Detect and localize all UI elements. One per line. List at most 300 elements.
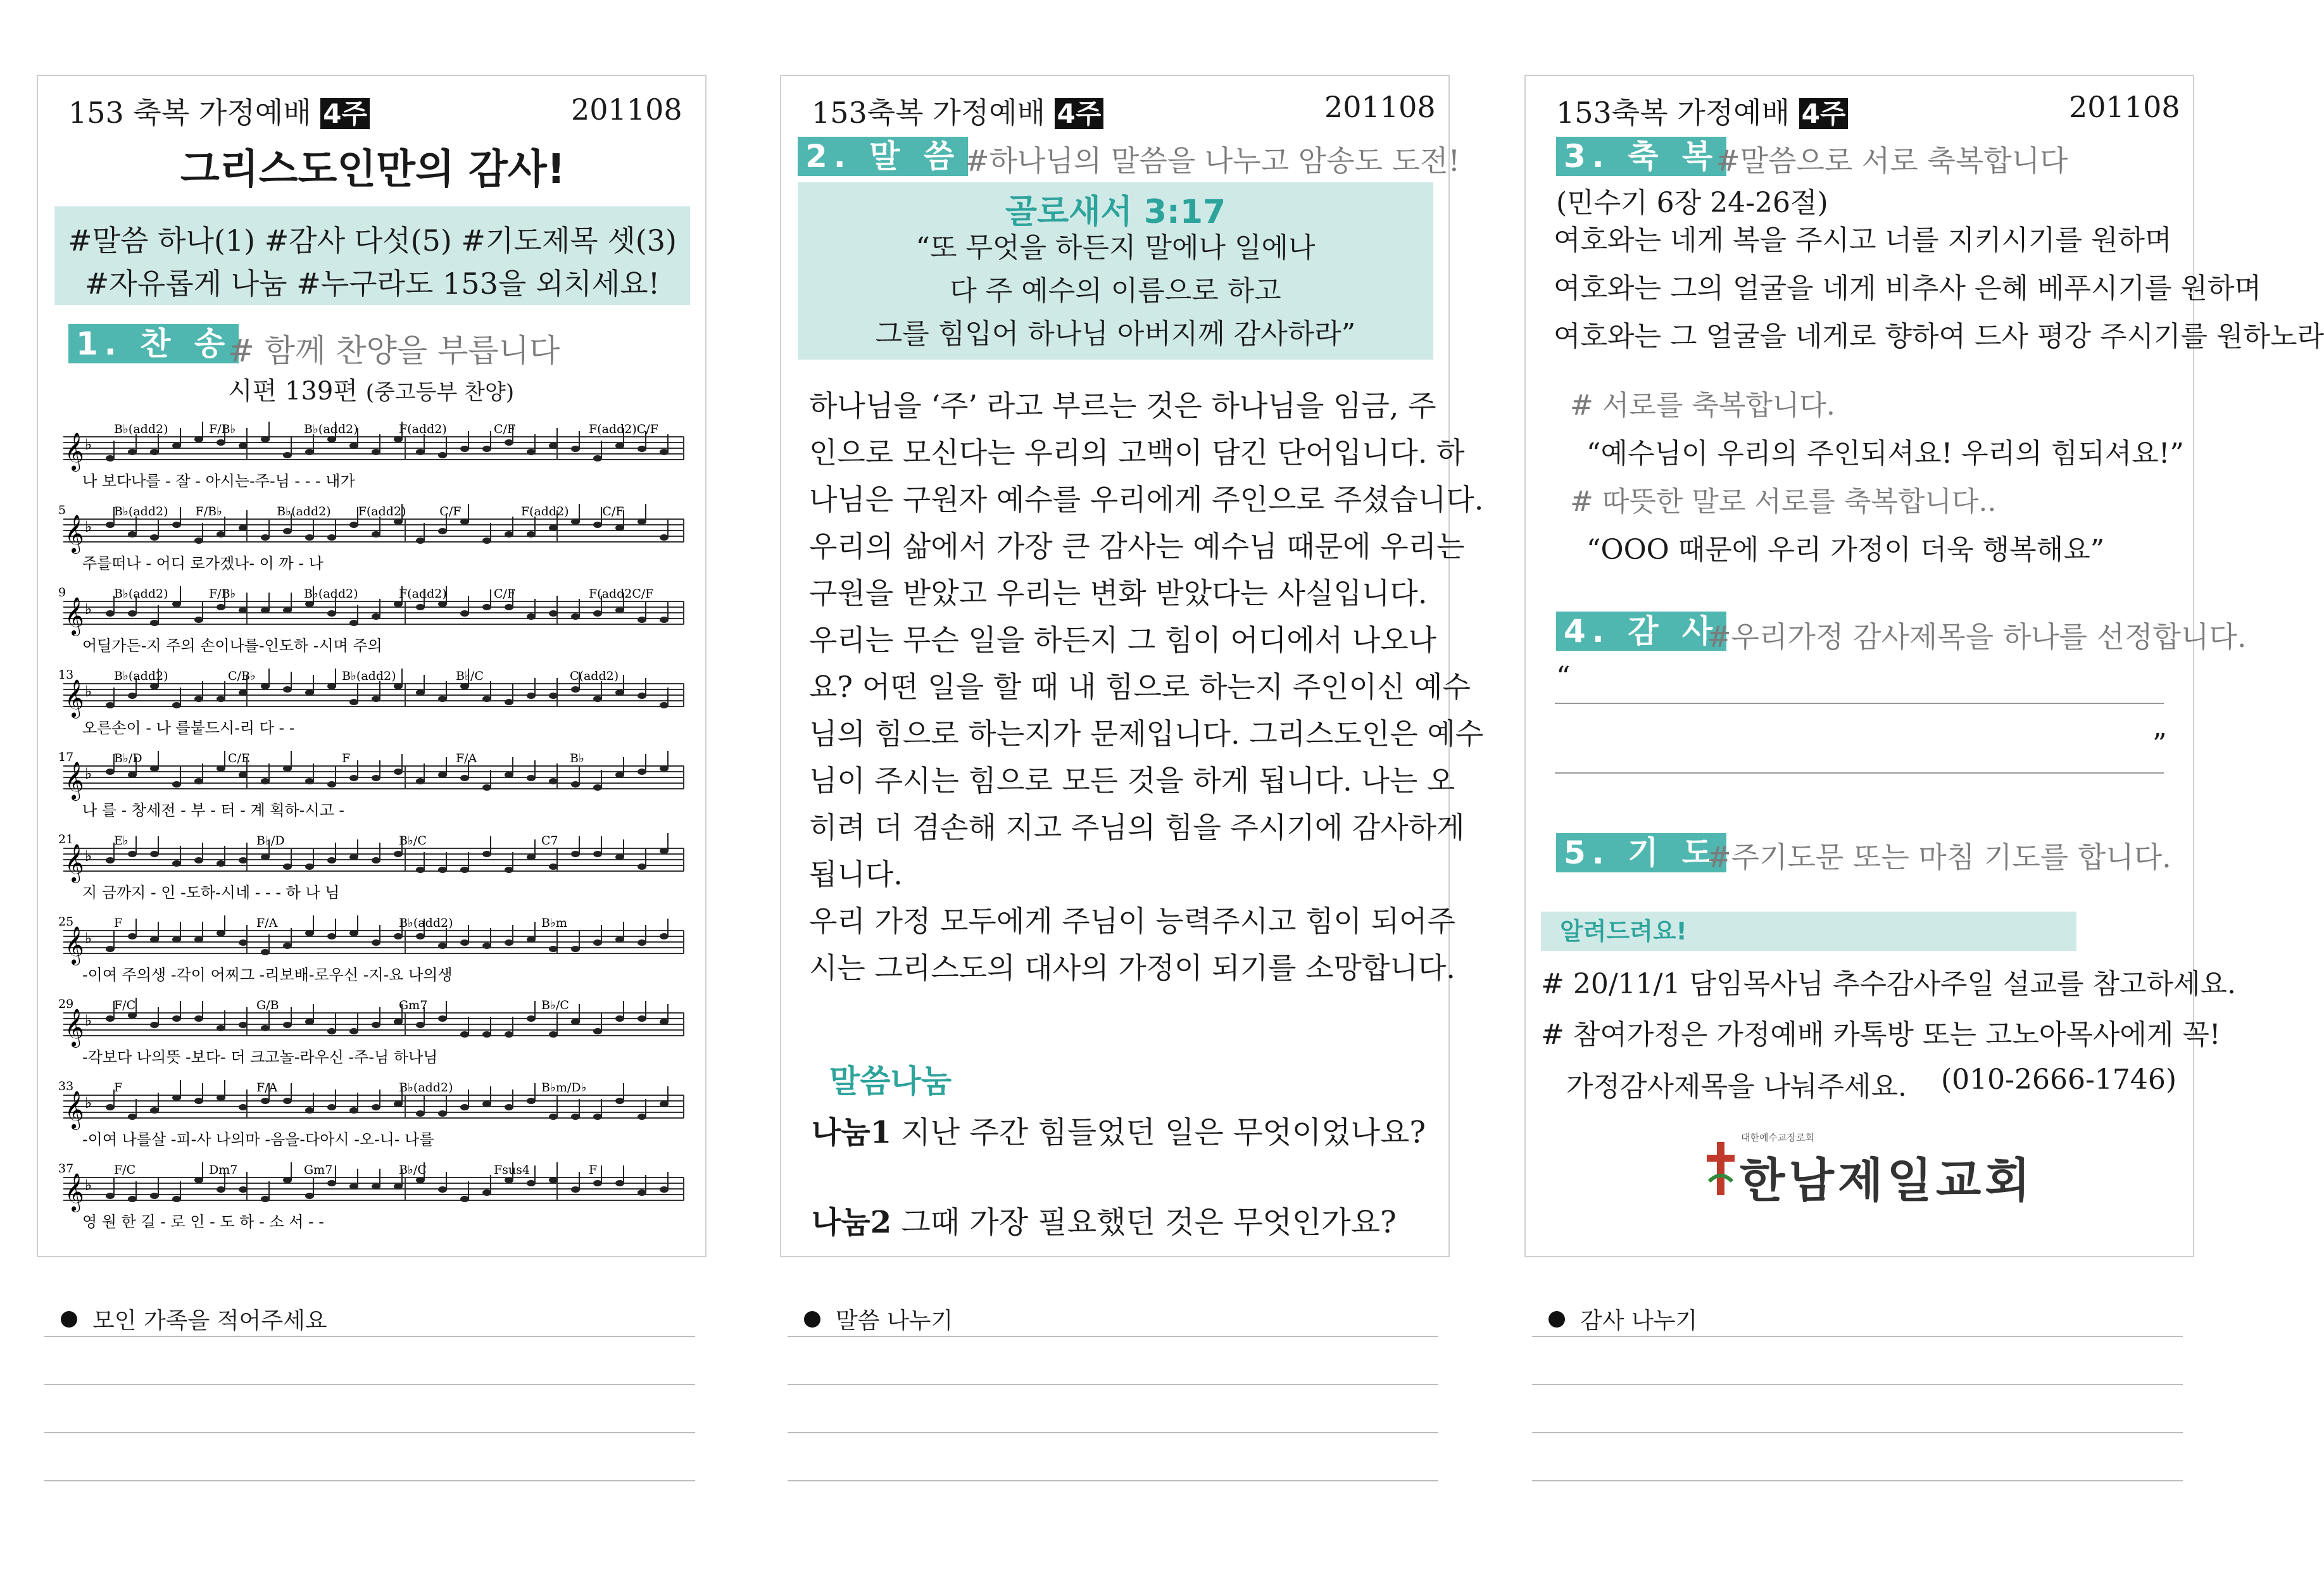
note-head — [349, 699, 358, 705]
note-head — [394, 769, 403, 775]
note-head — [527, 1180, 536, 1186]
note-head — [349, 854, 358, 860]
note-head — [283, 452, 292, 458]
chord-symbol: F — [114, 1081, 123, 1095]
treble-clef-icon: 𝄞 — [65, 515, 84, 553]
measure-number: 21 — [58, 832, 74, 846]
lyric-line: 오른손이 - 나 를붙드시-리 다 - - — [82, 719, 295, 737]
note-head — [194, 1098, 203, 1104]
week-badge: 4주 — [1055, 98, 1104, 129]
lyric-line: 어딜가든-지 주의 손이나를-인도하 -시며 주의 — [82, 637, 382, 655]
note-head — [438, 528, 447, 534]
chord-symbol: E♭ — [114, 834, 129, 848]
note-head — [172, 781, 181, 788]
note-head — [549, 1177, 558, 1183]
note-head — [283, 864, 292, 870]
note-head — [217, 1025, 225, 1031]
contact-phone: (010-2666-1746) — [1941, 1064, 2177, 1096]
note-head — [527, 613, 536, 620]
music-system — [58, 915, 684, 984]
note-head — [416, 867, 425, 873]
note-head — [482, 1101, 491, 1107]
chord-symbol: Fsus4 — [494, 1163, 531, 1177]
page-title: 그리스도인만의 감사! — [180, 146, 565, 193]
note-head — [593, 455, 602, 462]
note-head — [660, 1019, 669, 1025]
note-head — [460, 1104, 469, 1110]
note-head — [106, 946, 115, 952]
note-head — [372, 531, 380, 537]
note-head — [261, 949, 270, 955]
treble-clef-icon: 𝄞 — [65, 762, 84, 800]
write-line[interactable] — [1532, 1336, 2183, 1337]
note-head — [527, 449, 536, 455]
note-head — [438, 867, 447, 873]
chord-symbol: B♭(add2) — [114, 422, 168, 436]
note-head — [460, 610, 469, 617]
chord-symbol: F(add2) — [399, 422, 447, 436]
note-head — [571, 446, 580, 452]
note-head — [150, 449, 159, 455]
write-line[interactable] — [788, 1480, 1438, 1481]
chord-symbol: C7 — [541, 834, 558, 848]
chord-symbol: C/F — [602, 505, 624, 518]
write-line[interactable] — [788, 1432, 1438, 1433]
section-label-hymn: 1. 찬 송 — [68, 324, 239, 363]
hymn-note: (중고등부 찬양) — [365, 380, 515, 405]
chord-symbol: C(add2) — [570, 669, 619, 683]
note-head — [394, 1183, 403, 1190]
music-system — [58, 668, 684, 737]
header-date: 201108 — [571, 92, 682, 127]
note-head — [571, 1114, 580, 1120]
measure-number: 37 — [58, 1162, 74, 1176]
body-line: 우리는 무슨 일을 하든지 그 힘이 어디에서 나오나 — [809, 623, 1437, 657]
chord-symbol: B♭(add2) — [277, 505, 331, 518]
note-head — [327, 781, 336, 788]
chord-symbol: F/C — [114, 1163, 136, 1177]
banner-line-2: #자유롭게 나눔 #누구라도 153을 외치세요! — [84, 267, 660, 301]
blessing-line: 여호와는 그 얼굴을 네게로 향하여 드사 평강 주시기를 원하노라 — [1554, 320, 2324, 353]
note-head — [327, 1180, 336, 1186]
question-text: 지난 주간 힘들었던 일은 무엇이었나요? — [901, 1115, 1426, 1150]
note-head — [194, 1177, 203, 1183]
note-head — [460, 683, 469, 689]
section-label-thanks: 4. 감 사 — [1556, 612, 1726, 651]
note-head — [150, 851, 159, 857]
note-head — [106, 610, 115, 617]
bullet-dot — [804, 1311, 820, 1328]
lyric-line: 지 금까지 - 인 -도하-시네 - - - 하 나 님 — [82, 884, 340, 901]
treble-clef-icon: 𝄞 — [65, 432, 84, 470]
thanks-write-line-2[interactable] — [1555, 772, 2164, 774]
note-head — [349, 443, 358, 449]
note-head — [261, 1098, 270, 1104]
panel-header — [1556, 90, 1848, 132]
note-head — [660, 702, 669, 708]
note-head — [128, 693, 137, 699]
note-head — [505, 699, 513, 705]
note-head — [394, 436, 403, 443]
note-head — [150, 1107, 159, 1114]
thanks-write-line-1[interactable] — [1555, 703, 2164, 704]
note-head — [638, 518, 646, 525]
note-head — [394, 933, 403, 939]
note-head — [172, 860, 181, 867]
bullet-dot — [61, 1311, 77, 1328]
measure-number: 25 — [58, 915, 74, 929]
note-head — [660, 1186, 669, 1193]
note-head — [593, 1114, 602, 1120]
note-head — [305, 864, 314, 870]
chord-symbol: B♭/C — [399, 1163, 427, 1177]
header-text: 153 축복 가정예배 — [68, 96, 311, 130]
chord-symbol: B♭(add2) — [399, 1081, 453, 1095]
note-head — [527, 936, 536, 943]
verse-line: 그를 힘입어 하나님 아버지께 감사하라” — [875, 318, 1356, 350]
section-sub-hymn: # 함께 찬양을 부릅니다 — [228, 332, 560, 369]
body-line: 인으로 모신다는 우리의 고백이 담긴 단어입니다. 하 — [809, 436, 1465, 470]
chord-symbol: B♭ — [570, 751, 584, 765]
note-head — [150, 1193, 159, 1199]
section-sub-thanks: #우리가정 감사제목을 하나를 선정합니다. — [1707, 620, 2247, 654]
note-head — [660, 449, 669, 455]
note-head — [106, 702, 115, 708]
chord-symbol: F/A — [256, 916, 278, 930]
treble-clef-icon: 𝄞 — [65, 844, 84, 882]
note-head — [128, 1196, 137, 1202]
note-head — [217, 604, 225, 610]
note-head — [394, 518, 403, 525]
note-head — [482, 696, 491, 702]
note-head — [150, 620, 159, 626]
note-head — [394, 1019, 403, 1025]
note-head — [460, 1196, 469, 1202]
note-head — [394, 1101, 403, 1107]
note-head — [549, 525, 558, 531]
note-head — [150, 1022, 159, 1028]
note-head — [571, 781, 580, 788]
note-head — [438, 1015, 447, 1022]
section-sub-word: #하나님의 말씀을 나누고 암송도 도전! — [965, 144, 1460, 178]
write-line[interactable] — [1532, 1480, 2183, 1481]
verse-line: “또 무엇을 하든지 말에나 일에나 — [915, 232, 1316, 264]
note-head — [261, 683, 270, 689]
note-head — [638, 446, 646, 452]
body-line: 하나님을 ‘주’ 라고 부르는 것은 하나님을 임금, 주 — [809, 389, 1436, 423]
chord-symbol: C/F — [494, 422, 516, 436]
note-head — [128, 449, 137, 455]
note-head — [150, 765, 159, 772]
write-line[interactable] — [44, 1432, 695, 1433]
lyric-line: -이여 나를살 -피-사 나의마 -음을-다아시 -오-니- 나를 — [82, 1131, 434, 1148]
chord-symbol: F(add2) — [399, 587, 447, 601]
chord-symbol: B♭/D — [114, 751, 142, 765]
note-head — [660, 534, 669, 541]
chord-symbol: B♭/C — [541, 998, 569, 1012]
write-line[interactable] — [44, 1480, 695, 1481]
blessing-line: 여호와는 네게 복을 주시고 너를 지키시기를 원하며 — [1554, 224, 2172, 256]
note-head — [239, 443, 248, 449]
note-head — [482, 943, 491, 949]
note-head — [438, 601, 447, 607]
note-head — [150, 936, 159, 943]
section-sub-blessing: #말씀으로 서로 축복합니다 — [1716, 144, 2068, 178]
sheet-music — [51, 411, 690, 1247]
write-line[interactable] — [788, 1384, 1438, 1385]
note-head — [283, 528, 292, 534]
body-line: 우리 가정 모두에게 주님이 능력주시고 힘이 되어주 — [809, 904, 1455, 938]
note-head — [438, 452, 447, 458]
flat-icon: ♭ — [85, 847, 92, 865]
music-system — [58, 997, 684, 1066]
sharing-question-2 — [812, 1198, 1397, 1241]
chord-symbol: F/B♭ — [195, 505, 223, 518]
note-head — [239, 772, 248, 778]
note-head — [593, 1180, 602, 1186]
note-head — [261, 778, 270, 784]
note-head — [638, 1190, 646, 1196]
chord-symbol: Gm7 — [304, 1163, 333, 1177]
note-head — [283, 686, 292, 693]
note-head — [460, 518, 469, 525]
note-head — [482, 446, 491, 452]
note-head — [438, 696, 447, 702]
blessing-reference: (민수기 6장 24-26절) — [1556, 187, 1828, 219]
banner-line-1: #말씀 하나(1) #감사 다섯(5) #기도제목 셋(3) — [68, 223, 677, 258]
sharing-title: 말씀나눔 — [829, 1063, 952, 1100]
chord-symbol: C/B♭ — [228, 669, 256, 683]
note-head — [394, 683, 403, 689]
question-label: 나눔1 — [812, 1115, 892, 1150]
panel-hymn — [37, 75, 707, 1257]
note-head — [305, 930, 314, 936]
note-head — [305, 778, 314, 784]
note-head — [372, 939, 380, 946]
treble-clef-icon: 𝄞 — [65, 926, 84, 964]
note-head — [128, 1114, 137, 1120]
flat-icon: ♭ — [85, 1012, 92, 1029]
treble-clef-icon: 𝄞 — [65, 1173, 84, 1211]
write-line[interactable] — [1532, 1432, 2183, 1433]
question-text: 그때 가장 필요했던 것은 무엇인가요? — [901, 1205, 1397, 1240]
note-head — [482, 1190, 491, 1196]
section-label-blessing: 3. 축 복 — [1556, 137, 1726, 176]
week-badge: 4주 — [320, 98, 370, 129]
chord-symbol: B♭(add2) — [304, 422, 358, 436]
note-head — [549, 693, 558, 699]
hymn-title: 시편 139편 — [228, 377, 358, 406]
verse-box — [798, 182, 1433, 360]
note-head — [505, 939, 513, 946]
header-date: 201108 — [2069, 90, 2180, 124]
note-head — [482, 851, 491, 857]
logo-denomination: 대한예수교장로회 — [1741, 1132, 1814, 1143]
chord-symbol: B♭(add2) — [342, 669, 396, 683]
blessing-verse — [1554, 217, 2324, 361]
note-head — [527, 531, 536, 537]
note-head — [106, 1104, 115, 1110]
section-sub-prayer: #주기도문 또는 마침 기도를 합니다. — [1707, 840, 2171, 874]
body-line: 우리의 삶에서 가장 큰 감사는 예수님 때문에 우리는 — [809, 529, 1465, 563]
note-head — [172, 601, 181, 607]
write-line[interactable] — [44, 1384, 695, 1385]
note-head — [327, 683, 336, 689]
note-head — [416, 933, 425, 939]
note-head — [239, 525, 248, 531]
note-head — [593, 939, 602, 946]
flat-icon: ♭ — [85, 1176, 92, 1194]
note-head — [305, 449, 314, 455]
body-line: 구원을 받았고 우리는 변화 받았다는 사실입니다. — [809, 576, 1428, 610]
note-head — [349, 930, 358, 936]
note-head — [660, 848, 669, 854]
note-head — [660, 1101, 669, 1107]
lyric-line: 나 보다나를 - 잘 - 아시는-주-님 - - - 내가 — [82, 472, 355, 490]
verse-line: 다 주 예수의 이름으로 하고 — [950, 275, 1281, 307]
note-head — [106, 1015, 115, 1022]
note-head — [283, 607, 292, 613]
note-head — [372, 1104, 380, 1110]
note-head — [283, 1098, 292, 1104]
flat-icon: ♭ — [85, 765, 92, 782]
note-head — [460, 1031, 469, 1038]
header-text: 153축복 가정예배 — [1556, 96, 1790, 130]
write-line[interactable] — [788, 1336, 1438, 1337]
body-line: 요? 어떤 일을 할 때 내 힘으로 하는지 주인이신 예수 — [809, 670, 1471, 704]
note-head — [128, 933, 137, 939]
note-head — [416, 1110, 425, 1117]
note-head — [217, 1186, 225, 1193]
note-head — [239, 1104, 248, 1110]
note-head — [128, 851, 137, 857]
music-system — [63, 422, 684, 490]
measure-number: 17 — [58, 750, 74, 764]
note-head — [593, 1028, 602, 1034]
note-head — [638, 1114, 646, 1120]
chord-symbol: F — [114, 916, 123, 930]
note-head — [615, 525, 624, 531]
chord-symbol: C/F — [439, 505, 462, 518]
chord-symbol: F — [342, 751, 351, 765]
note-head — [327, 933, 336, 939]
music-system — [58, 1079, 684, 1148]
chord-symbol: F/A — [256, 1081, 278, 1095]
chord-symbol: B♭(add2) — [114, 587, 168, 601]
measure-number: 9 — [58, 586, 66, 600]
note-head — [349, 522, 358, 528]
note-head — [305, 689, 314, 696]
note-head — [106, 522, 115, 528]
header-text: 153축복 가정예배 — [812, 96, 1046, 130]
flat-icon: ♭ — [85, 518, 92, 536]
note-head — [549, 864, 558, 870]
note-head — [239, 607, 248, 613]
chord-symbol: F/A — [456, 751, 477, 765]
chord-symbol: Gm7 — [399, 998, 428, 1012]
note-head — [372, 613, 380, 620]
chord-symbol: B♭m/D♭ — [541, 1081, 587, 1095]
note-head — [106, 1193, 115, 1199]
music-system — [58, 832, 684, 901]
measure-number: 5 — [58, 503, 66, 517]
note-head — [638, 769, 646, 775]
note-head — [372, 696, 380, 702]
note-head — [217, 930, 225, 936]
note-head — [460, 939, 469, 946]
info-banner — [54, 206, 690, 305]
note-head — [615, 1180, 624, 1186]
church-logo — [1704, 1131, 2034, 1208]
chord-symbol: B♭/D — [256, 834, 285, 848]
body-line: 히려 더 겸손해 지고 주님의 힘을 주시기에 감사하게 — [809, 810, 1465, 845]
bottom-label-text: 말씀 나누기 — [836, 1308, 953, 1334]
write-line[interactable] — [1532, 1384, 2183, 1385]
note-head — [571, 518, 580, 525]
note-head — [261, 854, 270, 860]
bottom-label-thanks — [1548, 1303, 1697, 1335]
note-head — [638, 1015, 646, 1022]
body-line: 나님은 구원자 예수를 우리에게 주인으로 주셨습니다. — [809, 482, 1484, 517]
note-head — [239, 1186, 248, 1193]
note-head — [305, 601, 314, 607]
note-head — [349, 1107, 358, 1114]
note-head — [416, 1022, 425, 1028]
note-head — [172, 1196, 181, 1202]
note-head — [571, 1186, 580, 1193]
note-head — [527, 775, 536, 781]
note-head — [438, 1186, 447, 1193]
lyric-line: 영 원 한 길 - 로 인 - 도 하 - 소 서 - - — [82, 1213, 324, 1231]
note-head — [172, 1095, 181, 1101]
music-system — [58, 586, 684, 655]
note-head — [150, 534, 159, 541]
note-head — [194, 857, 203, 864]
panel-blessing — [1524, 75, 2324, 1257]
write-line[interactable] — [44, 1336, 695, 1337]
chord-symbol: F(add2)C/F — [589, 422, 658, 436]
body-line: 시는 그리스도의 대사의 가정이 되기를 소망합니다. — [809, 951, 1455, 985]
note-head — [194, 696, 203, 702]
note-head — [438, 943, 447, 949]
note-head — [482, 604, 491, 610]
note-head — [327, 1104, 336, 1110]
note-head — [194, 617, 203, 623]
note-head — [571, 686, 580, 693]
note-head — [549, 946, 558, 952]
section-label-prayer: 5. 기 도 — [1556, 833, 1726, 872]
cross-icon — [1704, 1142, 1737, 1195]
chord-symbol: B♭(add2) — [399, 916, 453, 930]
chord-symbol: B♭(add2) — [304, 587, 358, 601]
warm-words: # 따뜻한 말로 서로를 축복합니다.. — [1570, 486, 1997, 518]
chord-symbol: F/B♭ — [209, 587, 236, 601]
note-head — [305, 534, 314, 541]
notice-line-1: # 20/11/1 담임목사님 추수감사주일 설교를 참고하세요. — [1541, 968, 2236, 1000]
panel-word — [780, 75, 1484, 1257]
note-head — [327, 1028, 336, 1034]
note-head — [638, 617, 646, 623]
note-head — [505, 604, 513, 610]
note-head — [571, 1019, 580, 1025]
note-head — [261, 1196, 270, 1202]
note-head — [372, 857, 380, 864]
note-head — [549, 610, 558, 617]
chord-symbol: Dm7 — [209, 1163, 238, 1177]
note-head — [150, 683, 159, 689]
section-label-word: 2. 말 씀 — [798, 137, 968, 176]
note-head — [194, 537, 203, 544]
